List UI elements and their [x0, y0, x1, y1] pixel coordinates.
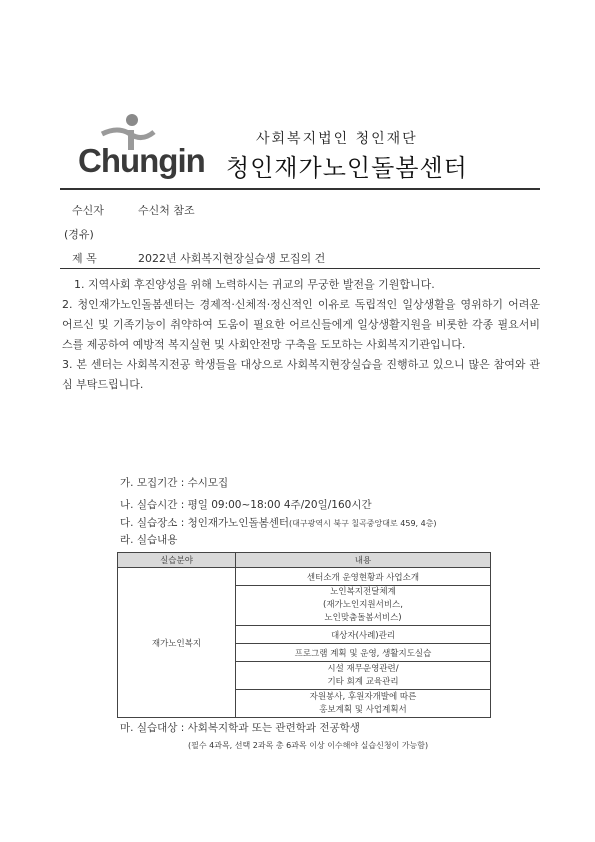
recipient-value: 수신처 참조 — [138, 204, 195, 217]
table-content-cell — [236, 690, 491, 718]
title-divider — [60, 268, 540, 269]
org-title: 청인재가노인돌봄센터 — [226, 154, 468, 182]
practice-place-address: (대구광역시 북구 칠곡중앙대로 459, 4층) — [289, 519, 437, 528]
table-row — [118, 568, 491, 586]
practice-target-note: (필수 4과목, 선택 2과목 총 6과목 이상 이수해야 실습신청이 가능함) — [188, 741, 429, 750]
practice-place-main: 다. 실습장소 : 청인재가노인돌봄센터 — [120, 517, 290, 529]
content-line: 대상자(사례)관리 — [330, 630, 396, 641]
table-header-content: 내용 — [236, 553, 491, 568]
body-paragraphs — [62, 275, 540, 395]
header-divider — [60, 188, 540, 190]
content-line: 노인맞춤돌봄서비스) — [324, 613, 402, 623]
table-content-cell — [236, 626, 491, 644]
title-value: 2022년 사회복지현장실습생 모집의 건 — [138, 252, 326, 265]
org-subtitle: 사회복지법인 청인재단 — [256, 131, 418, 147]
item-practice-target: 마. 실습대상 : 사회복지학과 또는 관련학과 전공학생 — [120, 722, 360, 734]
table-content-cell — [236, 568, 491, 586]
practice-content-table — [117, 552, 491, 718]
item-practice-content: 라. 실습내용 — [120, 534, 178, 546]
content-line: 프로그램 계획 및 운영, 생활지도실습 — [294, 648, 432, 659]
recipient-label: 수신자 — [72, 204, 104, 217]
item-practice-hours: 나. 실습시간 : 평일 09:00~18:00 4주/20일/160시간 — [120, 499, 372, 511]
item-recruit-period: 가. 모집기간 : 수시모집 — [120, 477, 229, 489]
content-line: 기타 회계 교육관리 — [327, 676, 399, 687]
table-header-row — [118, 553, 491, 568]
body-paragraph-2: 2. 청인재가노인돌봄센터는 경제적·신체적·정신적인 이유로 독립적인 일상생활을 영위하기 어려운 어르신 및 기족기능이 취약하여 도움이 필요한 어르신들에게 일상생활지원을 비롯한 각종 필요서비스를 제공하여 예방적 복지실현 및 사회안전망 구축을 도모하는 사회복지기관입니다. — [62, 298, 540, 351]
table-category-cell: 재가노인복지 — [118, 568, 236, 718]
content-line: (재가노인지원서비스, — [323, 600, 403, 610]
table-content-cell — [236, 586, 491, 626]
body-paragraph-1: 1. 지역사회 후진양성을 위해 노력하시는 귀교의 무궁한 발전을 기원합니다. — [74, 278, 435, 291]
content-line: 자원봉사, 후원자개발에 따른 — [309, 691, 417, 702]
content-line: 노인복지전달체계 — [330, 587, 396, 597]
via-label: (경유) — [64, 228, 94, 241]
content-line: 홍보계획 및 사업계획서 — [319, 704, 407, 715]
table-content-cell — [236, 662, 491, 690]
content-line: 시설 재무운영관련/ — [327, 663, 399, 674]
body-paragraph-3: 3. 본 센터는 사회복지전공 학생들을 대상으로 사회복지현장실습을 진행하고 있으니 많은 참여와 관심 부탁드립니다. — [62, 358, 540, 391]
content-line: 센터소개 운영현황과 사업소개 — [306, 572, 420, 583]
table-content-cell — [236, 644, 491, 662]
table-header-category: 실습분야 — [118, 553, 236, 568]
logo-wordmark: Chungin — [78, 142, 205, 179]
title-label: 제 목 — [72, 252, 97, 265]
item-practice-place — [120, 515, 437, 530]
